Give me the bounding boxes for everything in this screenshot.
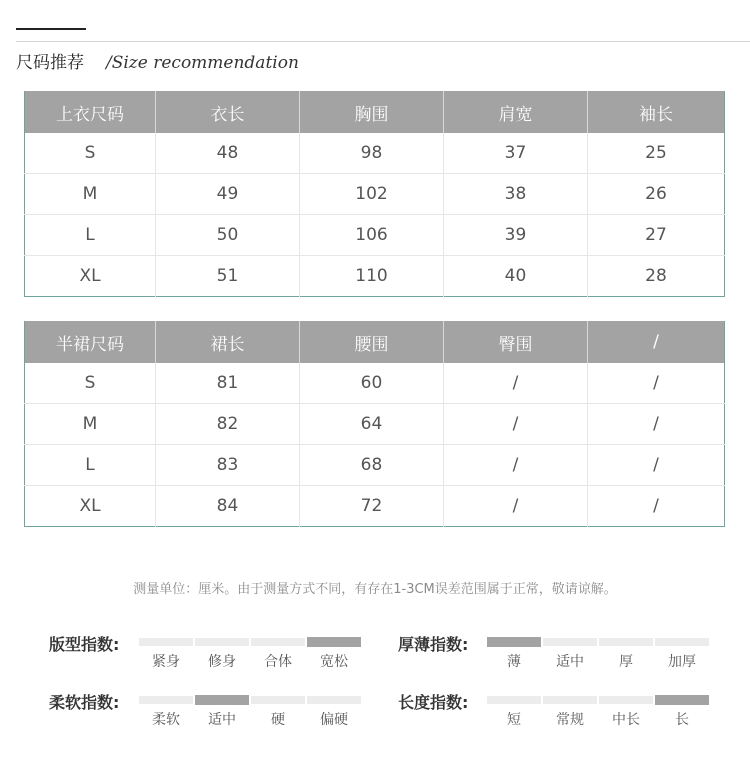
index-option-label: 常规 bbox=[556, 712, 584, 728]
index-bar bbox=[307, 696, 361, 704]
index-option bbox=[599, 634, 653, 670]
size-heading bbox=[16, 48, 299, 76]
index-option-label: 厚 bbox=[619, 654, 633, 670]
index-option bbox=[195, 692, 249, 728]
index-option-label: 合体 bbox=[264, 654, 292, 670]
table-row bbox=[25, 404, 725, 445]
index-bar bbox=[139, 638, 193, 646]
table-cell: 50 bbox=[156, 215, 300, 256]
index-option bbox=[487, 634, 541, 670]
index-bar bbox=[139, 696, 193, 704]
table-cell: 51 bbox=[156, 256, 300, 297]
table-cell: 40 bbox=[444, 256, 588, 297]
table-row bbox=[25, 256, 725, 297]
table-row bbox=[25, 133, 725, 174]
table-cell: 48 bbox=[156, 133, 300, 174]
table-cell: 81 bbox=[156, 363, 300, 404]
index-option-label: 长 bbox=[675, 712, 689, 728]
table-cell: 49 bbox=[156, 174, 300, 215]
fit-index-scale bbox=[139, 634, 361, 670]
index-bar bbox=[251, 638, 305, 646]
table-cell: 68 bbox=[300, 445, 444, 486]
column-header: 肩宽 bbox=[444, 91, 588, 133]
table-cell: 39 bbox=[444, 215, 588, 256]
softness-index-label: 柔软指数: bbox=[49, 693, 120, 712]
index-option bbox=[139, 692, 193, 728]
table-cell: / bbox=[444, 363, 588, 404]
index-option-label: 加厚 bbox=[668, 654, 696, 670]
table-cell: 83 bbox=[156, 445, 300, 486]
index-option-label: 硬 bbox=[271, 712, 285, 728]
column-header: 臀围 bbox=[444, 321, 588, 363]
table-cell: 84 bbox=[156, 486, 300, 527]
length-index-label: 长度指数: bbox=[398, 693, 469, 712]
table-cell: 37 bbox=[444, 133, 588, 174]
column-header: 腰围 bbox=[300, 321, 444, 363]
index-option bbox=[655, 692, 709, 728]
table-cell: 26 bbox=[588, 174, 725, 215]
table-cell: 25 bbox=[588, 133, 725, 174]
table-cell: / bbox=[444, 445, 588, 486]
table-row bbox=[25, 445, 725, 486]
table-cell: 64 bbox=[300, 404, 444, 445]
table-cell: 106 bbox=[300, 215, 444, 256]
column-header: / bbox=[588, 321, 725, 363]
index-option bbox=[543, 692, 597, 728]
index-option bbox=[655, 634, 709, 670]
softness-index bbox=[49, 692, 369, 728]
table-cell: XL bbox=[25, 256, 156, 297]
index-option-label: 紧身 bbox=[152, 654, 180, 670]
table-cell: / bbox=[588, 363, 725, 404]
index-bar bbox=[251, 696, 305, 704]
index-option-label: 修身 bbox=[208, 654, 236, 670]
index-bar bbox=[655, 695, 709, 705]
index-option-label: 偏硬 bbox=[320, 712, 348, 728]
index-bar bbox=[655, 638, 709, 646]
index-option bbox=[251, 692, 305, 728]
heading-chinese: 尺码推荐 bbox=[16, 53, 84, 73]
index-option bbox=[139, 634, 193, 670]
index-bar bbox=[487, 637, 541, 647]
table-cell: 28 bbox=[588, 256, 725, 297]
heading-english: /Size recommendation bbox=[106, 53, 299, 73]
index-bar bbox=[195, 638, 249, 646]
table-cell: 102 bbox=[300, 174, 444, 215]
table-cell: M bbox=[25, 174, 156, 215]
measurement-note: 测量单位：厘米。由于测量方式不同，有存在1-3CM误差范围属于正常，敬请谅解。 bbox=[133, 582, 617, 597]
index-option-label: 适中 bbox=[556, 654, 584, 670]
fit-index bbox=[49, 634, 369, 670]
title-divider bbox=[16, 41, 750, 42]
table-header-row bbox=[25, 321, 725, 363]
table-cell: 27 bbox=[588, 215, 725, 256]
table-cell: 60 bbox=[300, 363, 444, 404]
index-option-label: 适中 bbox=[208, 712, 236, 728]
index-option bbox=[307, 634, 361, 670]
index-option bbox=[307, 692, 361, 728]
index-option-label: 宽松 bbox=[320, 654, 348, 670]
table-cell: / bbox=[444, 404, 588, 445]
table-cell: S bbox=[84, 373, 96, 393]
title-accent-line bbox=[16, 28, 86, 30]
table-cell: S bbox=[84, 143, 96, 163]
index-option bbox=[195, 634, 249, 670]
index-option-label: 薄 bbox=[507, 654, 521, 670]
table-cell: M bbox=[25, 404, 156, 445]
table-row bbox=[25, 363, 725, 404]
table-cell: / bbox=[588, 445, 725, 486]
thickness-index-label: 厚薄指数: bbox=[398, 635, 469, 654]
table-cell: L bbox=[25, 215, 156, 256]
table-cell: / bbox=[444, 486, 588, 527]
column-header: 衣长 bbox=[156, 91, 300, 133]
table-cell: L bbox=[25, 445, 156, 486]
table-cell: 110 bbox=[300, 256, 444, 297]
column-header: 胸围 bbox=[300, 91, 444, 133]
table-row bbox=[25, 486, 725, 527]
softness-index-scale bbox=[139, 692, 361, 728]
column-header: 上衣尺码 bbox=[25, 91, 156, 133]
index-option bbox=[251, 634, 305, 670]
index-bar bbox=[195, 695, 249, 705]
table-cell: 72 bbox=[300, 486, 444, 527]
table-row bbox=[25, 174, 725, 215]
column-header: 袖长 bbox=[588, 91, 725, 133]
index-option-label: 短 bbox=[507, 712, 521, 728]
index-option-label: 中长 bbox=[612, 712, 640, 728]
table-cell: 98 bbox=[300, 133, 444, 174]
index-bar bbox=[487, 696, 541, 704]
column-header: 裙长 bbox=[156, 321, 300, 363]
table-row bbox=[25, 215, 725, 256]
index-option bbox=[487, 692, 541, 728]
thickness-index bbox=[398, 634, 718, 670]
table-cell: XL bbox=[25, 486, 156, 527]
table-cell: 38 bbox=[444, 174, 588, 215]
top-size-table bbox=[24, 91, 725, 297]
fit-index-label: 版型指数: bbox=[49, 635, 120, 654]
thickness-index-scale bbox=[487, 634, 709, 670]
length-index bbox=[398, 692, 718, 728]
table-cell: 82 bbox=[156, 404, 300, 445]
index-bar bbox=[543, 638, 597, 646]
index-option-label: 柔软 bbox=[152, 712, 180, 728]
index-bar bbox=[307, 637, 361, 647]
table-header-row bbox=[25, 91, 725, 133]
table-cell: / bbox=[588, 486, 725, 527]
length-index-scale bbox=[487, 692, 709, 728]
index-bar bbox=[599, 638, 653, 646]
skirt-size-table bbox=[24, 321, 725, 527]
table-cell: / bbox=[588, 404, 725, 445]
index-option bbox=[599, 692, 653, 728]
index-bar bbox=[543, 696, 597, 704]
index-option bbox=[543, 634, 597, 670]
column-header: 半裙尺码 bbox=[25, 321, 156, 363]
index-bar bbox=[599, 696, 653, 704]
